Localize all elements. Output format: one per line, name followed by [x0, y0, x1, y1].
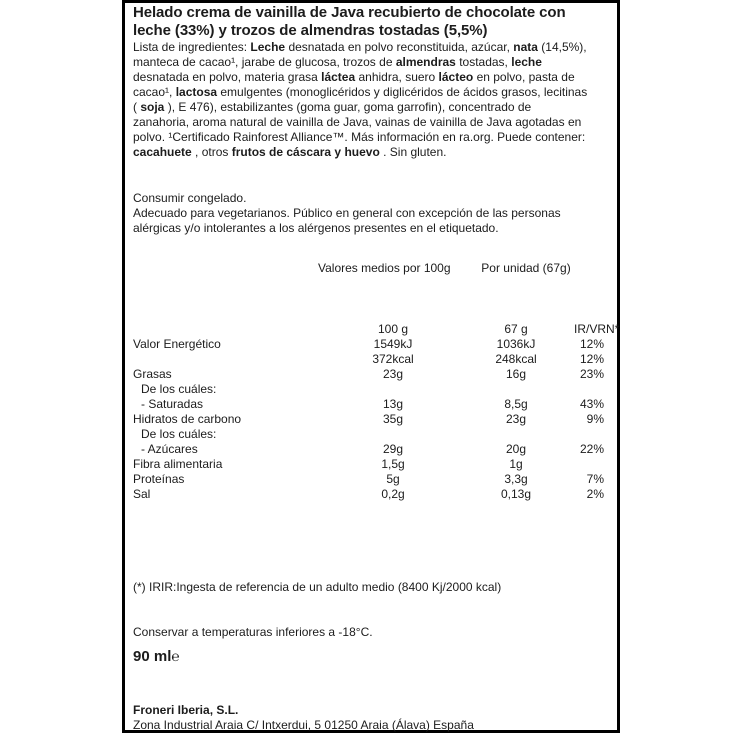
table-row-carbohydrate: Hidratos de carbono 35g 23g 9%	[133, 412, 604, 426]
table-row-fibre: Fibra alimentaria 1,5g 1g	[133, 457, 523, 471]
net-quantity-value: 90 ml	[133, 648, 172, 665]
table-row-saturates: - Saturadas 13g 8,5g 43%	[141, 397, 604, 411]
table-row-of-which-carb: De los cuáles:	[141, 427, 217, 441]
header-per-100g: Valores medios por 100g	[318, 261, 451, 275]
table-row-sugars: - Azúcares 29g 20g 22%	[141, 442, 604, 456]
product-title	[133, 4, 615, 39]
storage-temperature-note: Conservar a temperaturas inferiores a -18°C.	[133, 625, 373, 639]
col-header-100g: 100 g	[377, 322, 409, 336]
net-quantity	[133, 648, 180, 665]
product-title-line2: leche (33%) y trozos de almendras tostadas (5,5%)	[133, 21, 488, 39]
product-title-line1: Helado crema de vainilla de Java recubierto de chocolate con	[133, 4, 566, 21]
reference-intake-footnote: (*) IRIR:Ingesta de referencia de un adulto medio (8400 Kj/2000 kcal)	[133, 580, 502, 594]
table-row-salt: Sal 0,2g 0,13g 2%	[133, 487, 604, 501]
manufacturer-block	[133, 703, 611, 733]
label-border-box	[122, 0, 620, 733]
table-row-protein: Proteínas 5g 3,3g 7%	[133, 472, 604, 486]
table-row-fat: Grasas 23g 16g 23%	[133, 367, 604, 381]
ingredients-paragraph: Lista de ingredientes: Leche desnatada en polvo reconstituida, azúcar, nata (14,5%), manteca de cacao¹, jarabe de glucosa, trozos de almendras tostadas, leche desnatada en polvo, materia grasa láctea anhidra, suero lácteo en polvo, pasta de cacao¹, lactosa emulgentes (monoglicéridos y diglicéridos de ácidos grasos, lecitinas ( soja ), E 476), estabilizantes (goma guar, goma garrofin), concentrado de zanahoria, aroma natural de vainilla de Java, vainas de vainilla de Java agotadas en polvo. ¹Certificado Rainforest Alliance™. Más información en ra.org. Puede contener: cacahuete , otros frutos de cáscara y huevo . Sin gluten.	[133, 40, 588, 159]
table-row-of-which-fat: De los cuáles:	[141, 382, 217, 396]
header-per-unit: Por unidad (67g)	[481, 261, 571, 275]
col-header-ir-vrn: IR/VRN*	[574, 322, 620, 336]
table-row-energy-kj: Valor Energético 1549kJ 1036kJ 12%	[133, 337, 604, 351]
table-row-energy-kcal: 372kcal 248kcal 12%	[372, 352, 604, 366]
col-header-67g: 67 g	[504, 322, 528, 336]
nutrition-column-header-row	[133, 322, 620, 337]
manufacturer-name: Froneri Iberia, S.L.	[133, 703, 239, 717]
consume-frozen-note: Consumir congelado.	[133, 191, 247, 205]
nutrition-table-group-headers	[133, 261, 614, 276]
manufacturer-address: Zona Industrial Araia C/ Intxerdui, 5 01250 Araia (Álava) España	[133, 718, 474, 732]
vegetarian-audience-note: Adecuado para vegetarianos. Público en general con excepción de las personas alérgicas y/o intolerantes a los alérgenos presentes en el etiquetado.	[133, 206, 561, 235]
estimated-sign: ℮	[171, 648, 180, 664]
nutrition-table	[133, 322, 620, 502]
